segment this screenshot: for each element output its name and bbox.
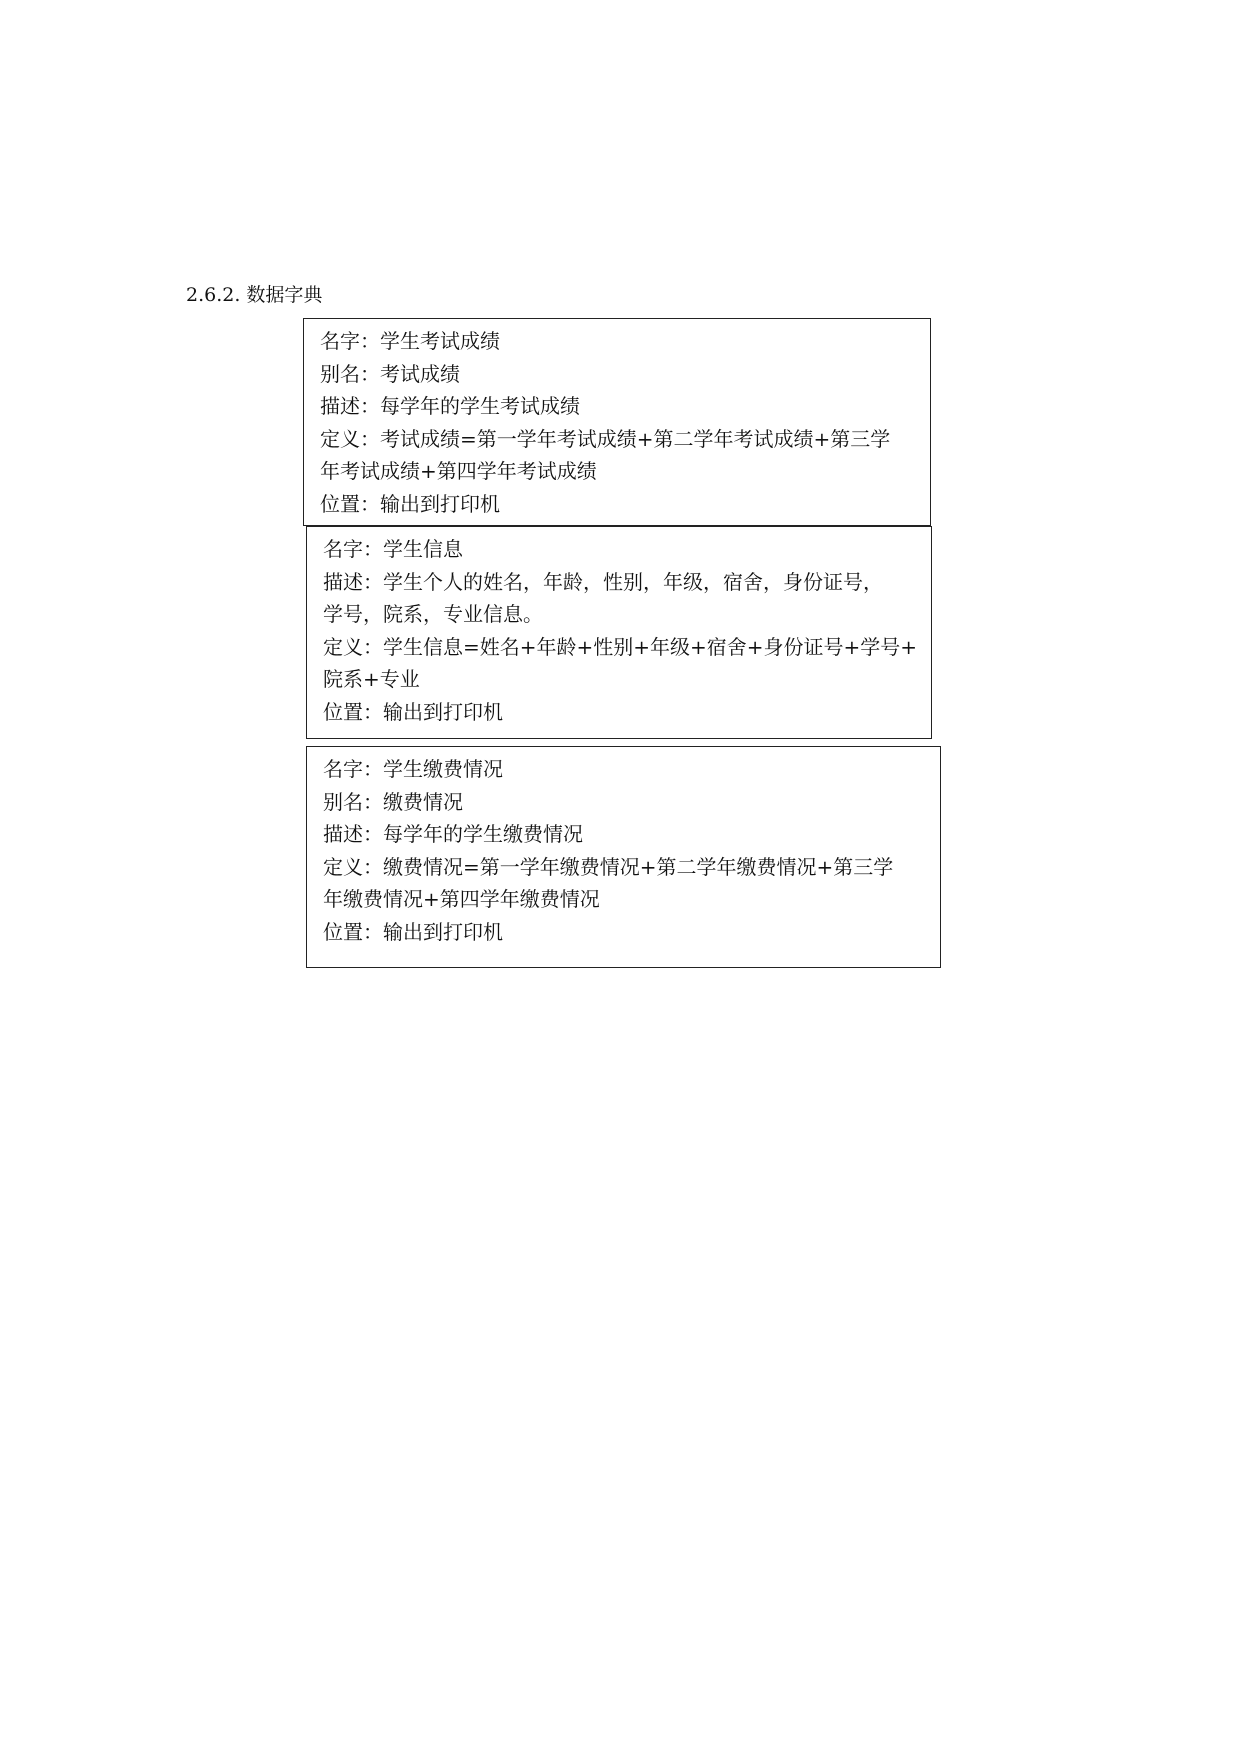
- entry-definition-line: 定义：学生信息=姓名+年龄+性别+年级+宿舍+身份证号+学号+: [323, 634, 918, 659]
- entry-name-line: 名字：学生缴费情况: [323, 757, 503, 781]
- entry-definition-line: 定义：考试成绩=第一学年考试成绩+第二学年考试成绩+第三学: [320, 426, 891, 451]
- entry-alias-line: 别名：考试成绩: [320, 361, 460, 386]
- data-dictionary-entry-exam-scores: [303, 318, 931, 526]
- entry-location-line: 位置：输出到打印机: [323, 699, 503, 724]
- entry-name-line: 名字：学生考试成绩: [320, 329, 500, 353]
- entry-location-line: 位置：输出到打印机: [320, 491, 500, 516]
- entry-name-line: 名字：学生信息: [323, 537, 463, 561]
- entry-definition-continued-line: 年考试成绩+第四学年考试成绩: [320, 459, 597, 483]
- entry-description-line: 描述：每学年的学生缴费情况: [323, 822, 583, 846]
- entry-location-line: 位置：输出到打印机: [323, 919, 503, 944]
- section-heading: 2.6.2. 数据字典: [186, 284, 323, 306]
- data-dictionary-entry-fee-payment: [306, 746, 941, 968]
- entry-alias-line: 别名：缴费情况: [323, 789, 463, 814]
- entry-description-continued-line: 学号，院系，专业信息。: [323, 602, 543, 626]
- entry-description-line: 描述：每学年的学生考试成绩: [320, 394, 580, 418]
- entry-definition-line: 定义：缴费情况=第一学年缴费情况+第二学年缴费情况+第三学: [323, 854, 894, 879]
- entry-definition-continued-line: 年缴费情况+第四学年缴费情况: [323, 887, 600, 911]
- data-dictionary-entry-student-info: [306, 526, 932, 739]
- entry-definition-continued-line: 院系+专业: [323, 667, 420, 691]
- entry-description-line: 描述：学生个人的姓名，年龄，性别，年级，宿舍，身份证号，: [323, 569, 883, 594]
